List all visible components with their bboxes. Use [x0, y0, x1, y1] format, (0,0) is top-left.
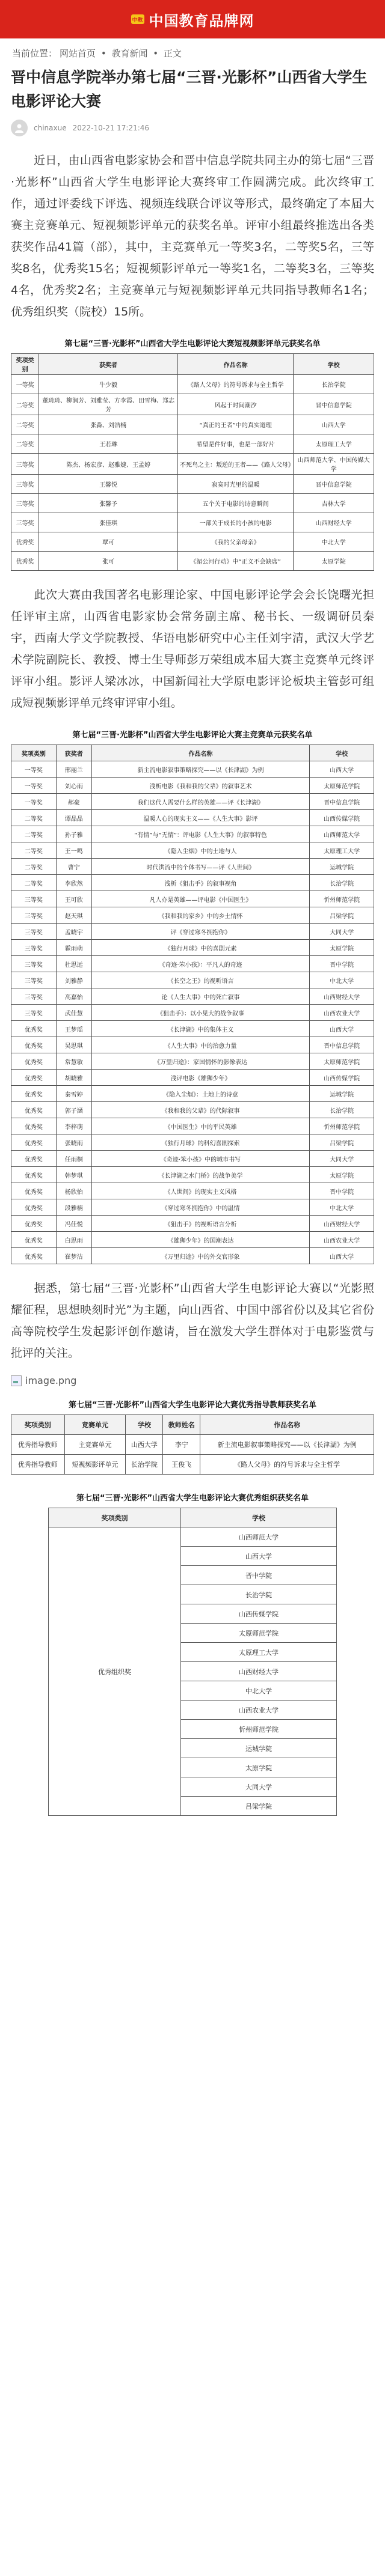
table-cell: 太原理工大学	[180, 1643, 336, 1662]
table-caption: 第七届“三晋·光影杯”山西省大学生电影评论大赛优秀指导教师获奖名单	[68, 1401, 317, 1410]
table-cell: 晋中信息学院	[310, 794, 374, 810]
table-cell: 新主流电影叙事策略探究——以《长津湖》为例	[200, 1435, 374, 1455]
table-cell: 太原学院	[294, 552, 374, 571]
table-cell: 二等奖	[11, 415, 39, 434]
table-cell: 时代洪流中的个体书写——评《人世间》	[91, 859, 310, 875]
table-cell: 山西财经大学	[310, 1216, 374, 1232]
table-cell: 吉林大学	[294, 494, 374, 513]
table-cell: 优秀指导教师	[11, 1435, 65, 1455]
table-cell: 太原理工大学	[310, 842, 374, 859]
table-cell: 三等奖	[11, 988, 57, 1005]
table-cell: 三等奖	[11, 972, 57, 988]
table-header-cell: 作品名称	[200, 1415, 374, 1435]
table-cell: 忻州师范学院	[310, 1118, 374, 1134]
table-row	[11, 924, 374, 940]
table-row	[11, 1199, 374, 1216]
table-header-cell: 奖项类别	[11, 745, 57, 761]
table-row	[11, 1005, 374, 1021]
table-cell: 优秀奖	[11, 1037, 57, 1053]
table-row	[11, 1167, 374, 1183]
table-header-cell: 教师姓名	[163, 1415, 200, 1435]
table-row	[11, 891, 374, 907]
table-cell: 李宁	[163, 1435, 200, 1455]
table-cell: 山西传媒学院	[180, 1604, 336, 1624]
table-cell: 山西传媒学院	[310, 810, 374, 826]
table-cell: 《奇迹·笨小孩》中的城市书写	[91, 1151, 310, 1167]
table-cell: 三等奖	[11, 475, 39, 494]
table-row	[11, 1053, 374, 1070]
table-cell: 优秀奖	[11, 552, 39, 571]
breadcrumb	[0, 38, 385, 63]
table-cell: 杜思远	[56, 956, 91, 972]
table-cell: 浅析《狙击手》的叙事视角	[91, 875, 310, 891]
table-cell: 李欣然	[56, 875, 91, 891]
table-cell: 优秀奖	[11, 1183, 57, 1199]
table-cell: 《独行月球》中的喜剧元素	[91, 940, 310, 956]
table-cell: 山西大学	[126, 1435, 163, 1455]
table-cell: 凡人亦是英雄——评电影《中国医生》	[91, 891, 310, 907]
table-cell: 王梦瑶	[56, 1021, 91, 1037]
table-cell: 太原师范学院	[310, 1053, 374, 1070]
table-cell: 浅评电影《雄狮少年》	[91, 1070, 310, 1086]
table-cell: 太原理工大学	[294, 434, 374, 454]
table-row	[11, 1435, 374, 1455]
table-cell: 山西传媒学院	[310, 1070, 374, 1086]
image-alt-text: image.png	[25, 1375, 77, 1386]
table-cell: 王馨悦	[39, 475, 178, 494]
table-cell: 五个关于电影的诗意瞬间	[178, 494, 294, 513]
table-cell: “有情”与“无情”：评电影《人生大事》的叙事特色	[91, 826, 310, 842]
table-cell: 董琦琦、柳润芳、刘雅莹、方李霞、田雪梅、郑志芳	[39, 394, 178, 415]
table-cell: 张馨予	[39, 494, 178, 513]
table-cell: 一等奖	[11, 794, 57, 810]
table-row	[11, 907, 374, 924]
table-cell: 新主流电影叙事策略探究——以《长津湖》为例	[91, 761, 310, 778]
table-row	[11, 1151, 374, 1167]
table-cell: 张淼、刘浩楠	[39, 415, 178, 434]
table-row	[11, 1455, 374, 1475]
logo-badge: 中教	[131, 14, 144, 24]
table-cell: 《我和我的家乡》中的乡土情怀	[91, 907, 310, 924]
table-cell: 王可欣	[56, 891, 91, 907]
article-date: 2022-10-21 17:21:46	[72, 124, 150, 132]
table-cell: 崔梦洁	[56, 1248, 91, 1264]
table-cell: 三等奖	[11, 907, 57, 924]
table-cell: 曹宁	[56, 859, 91, 875]
table-cell: 中北大学	[294, 532, 374, 552]
table-row	[11, 415, 374, 434]
table-cell: 山西大学	[310, 1021, 374, 1037]
table-cell: 大同大学	[310, 924, 374, 940]
table-cell: 山西大学	[310, 761, 374, 778]
table-cell: 山西大学	[180, 1547, 336, 1566]
table-cell: 二等奖	[11, 434, 39, 454]
table-cell: 三等奖	[11, 1005, 57, 1021]
table-header-cell: 奖项类别	[11, 1415, 65, 1435]
table-cell: 山西财经大学	[310, 988, 374, 1005]
breadcrumb-prefix: 当前位置：	[12, 48, 58, 59]
table-header-cell: 竞赛单元	[64, 1415, 126, 1435]
table-row	[11, 375, 374, 394]
table-cell: 武佳慧	[56, 1005, 91, 1021]
table-cell: 论《人生大事》中的死亡叙事	[91, 988, 310, 1005]
table-cell: 二等奖	[11, 859, 57, 875]
logo-text: 中国教育品牌网	[149, 12, 254, 29]
table-cell: 中北大学	[180, 1681, 336, 1701]
table-cell: 二等奖	[11, 875, 57, 891]
table-cell: 《长空之王》的视听语言	[91, 972, 310, 988]
table-cell: 吕梁学院	[180, 1797, 336, 1816]
table-cell: 短视频影评单元	[64, 1455, 126, 1475]
table-cell: 三等奖	[11, 924, 57, 940]
table-cell: 邢丽兰	[56, 761, 91, 778]
table-cell: 山西大学	[294, 415, 374, 434]
table-row	[11, 1232, 374, 1248]
table-cell: 三等奖	[11, 454, 39, 475]
table-row	[11, 826, 374, 842]
table-cell: 《人生大事》中的治愈力量	[91, 1037, 310, 1053]
table-row	[11, 956, 374, 972]
breadcrumb-news-link[interactable]: 教育新闻	[111, 48, 148, 59]
table-cell: 陈杰、杨宏彦、赵雅婕、王孟婷	[39, 454, 178, 475]
table-cell: 吴思琪	[56, 1037, 91, 1053]
table-row	[11, 810, 374, 826]
table-row	[11, 454, 374, 475]
table-cell: 我们这代人需要什么样的英雄——评《长津湖》	[91, 794, 310, 810]
site-logo[interactable]	[131, 9, 254, 30]
table-row	[11, 859, 374, 875]
table-cell: 《隐入尘烟》中的土地与人	[91, 842, 310, 859]
table-cell: 《万里归途》中的外交官形象	[91, 1248, 310, 1264]
table-cell: 温暖人心的现实主义——《人生大事》影评	[91, 810, 310, 826]
table-cell: 二等奖	[11, 826, 57, 842]
table-cell: 运城学院	[310, 1086, 374, 1102]
breadcrumb-current: 正文	[163, 48, 182, 59]
article-title: 晋中信息学院举办第七届“三晋·光影杯”山西省大学生电影评论大赛	[11, 69, 368, 110]
article-paragraph-1: 近日，由山西省电影家协会和晋中信息学院共同主办的第七届“三晋·光影杯”山西省大学生电影评论大赛终审工作圆满完成。此次终审工作，通过评委线下评选、视频连线联合评议等形式，最终确定了本届大赛主竞赛单元、短视频影评单元的获奖名单。评审小组最终推选出各类获奖作品41篇（部），其中，主竞赛单元一等奖3名，二等奖5名，三等奖8名，优秀奖15名；短视频影评单元一等奖1名，二等奖3名，三等奖4名，优秀奖2名；主竞赛单元与短视频影评单元共同指导教师名1名；优秀组织奖（院校）15所。	[11, 154, 374, 318]
table-cell: 牛少毅	[39, 375, 178, 394]
table-cell: 评《穿过寒冬拥抱你》	[91, 924, 310, 940]
user-icon	[14, 123, 25, 133]
table-header-cell: 奖项类别	[49, 1508, 181, 1527]
avatar	[11, 120, 28, 136]
table-cell: 郭子涵	[56, 1102, 91, 1118]
table-cell: 《长津湖》中的集体主义	[91, 1021, 310, 1037]
table-cell: 晋中信息学院	[294, 475, 374, 494]
table-row	[11, 394, 374, 415]
table-caption: 第七届“三晋·光影杯”山西省大学生电影评论大赛主竞赛单元获奖名单	[72, 731, 313, 740]
table-header-cell: 学校	[126, 1415, 163, 1435]
table-cell: 《雄狮少年》的国潮表达	[91, 1232, 310, 1248]
table-cell: 山西农业大学	[310, 1232, 374, 1248]
table-cell: 《我的父亲母亲》	[178, 532, 294, 552]
table-cell: 长治学院	[180, 1585, 336, 1604]
table-cell: 优秀组织奖	[49, 1527, 181, 1816]
table-cell: 胡晓雅	[56, 1070, 91, 1086]
table-cell: 《路人父母》的符号诉求与全主哲学	[178, 375, 294, 394]
table-cell: 忻州师范学院	[180, 1720, 336, 1739]
table-row	[11, 1248, 374, 1264]
table-cell: 常慧敏	[56, 1053, 91, 1070]
table-cell: 二等奖	[11, 394, 39, 415]
article-meta	[0, 120, 385, 145]
table-cell: 高嘉怡	[56, 988, 91, 1005]
table-cell: 《穿过寒冬拥抱你》中的温情	[91, 1199, 310, 1216]
table-header-cell: 学校	[180, 1508, 336, 1527]
table-cell: 《路人父母》的符号诉求与全主哲学	[200, 1455, 374, 1475]
table-cell: 一等奖	[11, 778, 57, 794]
table-cell: 太原学院	[310, 940, 374, 956]
table-cell: 长治学院	[310, 1102, 374, 1118]
table-cell: 三等奖	[11, 956, 57, 972]
table-cell: 吕梁学院	[310, 1134, 374, 1151]
table-cell: 《独行月球》的科幻喜剧探索	[91, 1134, 310, 1151]
article-paragraph-3: 据悉，第七届“三晋·光影杯”山西省大学生电影评论大赛以“光影照耀征程，思想映刻时光”为主题，向山西省、中国中部省份以及其它省份高等院校学生发起影评创作邀请，旨在激发大学生群体对于电影鉴赏与批评的关注。	[11, 1282, 374, 1360]
table-cell: 长治学院	[126, 1455, 163, 1475]
table-cell: 晋中学院	[180, 1566, 336, 1585]
table-cell: 优秀奖	[11, 1248, 57, 1264]
table-row	[11, 988, 374, 1005]
table-cell: 张可	[39, 552, 178, 571]
table-row	[11, 761, 374, 778]
table-cell: 浅析电影《我和我的父辈》的叙事艺术	[91, 778, 310, 794]
short-video-awards-table	[0, 333, 385, 571]
table-cell: 谭晶晶	[56, 810, 91, 826]
table-cell: 晋中信息学院	[310, 1037, 374, 1053]
table-cell: 太原师范学院	[310, 778, 374, 794]
table-header-cell: 学校	[294, 354, 374, 375]
table-row	[11, 842, 374, 859]
table-row	[49, 1527, 337, 1547]
table-cell: 《隐入尘烟》：土地上的诗意	[91, 1086, 310, 1102]
organization-awards-table	[0, 1488, 385, 1816]
table-cell: 王若琳	[39, 434, 178, 454]
image-placeholder	[0, 1375, 385, 1386]
table-cell: 优秀奖	[11, 1199, 57, 1216]
table-header-cell: 学校	[310, 745, 374, 761]
table-row	[11, 552, 374, 571]
table-cell: 优秀奖	[11, 1167, 57, 1183]
table-cell: 优秀奖	[11, 1102, 57, 1118]
table-cell: 中北大学	[310, 972, 374, 988]
table-cell: 优秀奖	[11, 1021, 57, 1037]
table-cell: 太原学院	[310, 1167, 374, 1183]
table-cell: 张佳琪	[39, 513, 178, 532]
table-row	[11, 434, 374, 454]
table-cell: 《万里归途》：家国情怀的影像表达	[91, 1053, 310, 1070]
table-cell: 《湄公河行动》中“正义不会缺席”	[178, 552, 294, 571]
table-cell: 山西师范大学	[180, 1527, 336, 1547]
table-cell: 杨欣怡	[56, 1183, 91, 1199]
table-cell: 主竞赛单元	[64, 1435, 126, 1455]
table-cell: 优秀指导教师	[11, 1455, 65, 1475]
table-cell: 中北大学	[310, 1199, 374, 1216]
teacher-awards-table	[0, 1395, 385, 1475]
table-cell: 风起于时间潮汐	[178, 394, 294, 415]
table-cell: 优秀奖	[11, 1134, 57, 1151]
table-cell: 《长津湖之水门桥》的战争美学	[91, 1167, 310, 1183]
table-cell: 晋中学院	[310, 956, 374, 972]
table-row	[11, 972, 374, 988]
table-cell: 王俊飞	[163, 1455, 200, 1475]
table-cell: 郝豪	[56, 794, 91, 810]
table-cell: 一部关于成长的小孩的电影	[178, 513, 294, 532]
table-cell: 运城学院	[180, 1739, 336, 1758]
table-header-cell: 作品名称	[178, 354, 294, 375]
table-cell: 一等奖	[11, 375, 39, 394]
table-cell: 覃可	[39, 532, 178, 552]
table-caption: 第七届“三晋·光影杯”山西省大学生电影评论大赛优秀组织获奖名单	[76, 1494, 309, 1503]
table-cell: 优秀奖	[11, 1053, 57, 1070]
table-cell: 一等奖	[11, 761, 57, 778]
table-row	[11, 1118, 374, 1134]
table-row	[11, 532, 374, 552]
table-cell: 太原师范学院	[180, 1624, 336, 1643]
table-cell: 山西师范大学、中国传媒大学	[294, 454, 374, 475]
table-cell: 《中国医生》中的平民英雄	[91, 1118, 310, 1134]
table-cell: 优秀奖	[11, 1118, 57, 1134]
table-cell: 优秀奖	[11, 1151, 57, 1167]
table-row	[11, 1102, 374, 1118]
table-cell: 霍雨萌	[56, 940, 91, 956]
table-cell: 二等奖	[11, 842, 57, 859]
table-cell: 优秀奖	[11, 1086, 57, 1102]
table-cell: 优秀奖	[11, 1216, 57, 1232]
table-cell: 晋中信息学院	[294, 394, 374, 415]
table-cell: 山西财经大学	[294, 513, 374, 532]
table-caption: 第七届“三晋·光影杯”山西省大学生电影评论大赛短视频影评单元获奖名单	[64, 340, 321, 349]
table-cell: 太原学院	[180, 1758, 336, 1777]
table-row	[11, 513, 374, 532]
table-cell: 《狙击手》的视听语言分析	[91, 1216, 310, 1232]
table-cell: 秦雪婷	[56, 1086, 91, 1102]
table-cell: 王一鸣	[56, 842, 91, 859]
table-cell: 二等奖	[11, 810, 57, 826]
table-cell: 山西师范大学	[310, 826, 374, 842]
breadcrumb-separator: •	[153, 48, 159, 59]
table-cell: 长治学院	[310, 875, 374, 891]
table-cell: “真正的王者”中的真实道理	[178, 415, 294, 434]
table-row	[11, 494, 374, 513]
table-cell: 长治学院	[294, 375, 374, 394]
table-cell: 韩梦琪	[56, 1167, 91, 1183]
table-header-cell: 获奖者	[39, 354, 178, 375]
table-header-cell: 作品名称	[91, 745, 310, 761]
table-cell: 段雅楠	[56, 1199, 91, 1216]
table-cell: 大同大学	[310, 1151, 374, 1167]
table-cell: 刘雅静	[56, 972, 91, 988]
table-cell: 《奇迹·笨小孩》：平凡人的奇迹	[91, 956, 310, 972]
article-paragraph-2: 此次大赛由我国著名电影理论家、中国电影评论学会会长饶曙光担任评审主席，山西省电影家协会常务副主席、秘书长、一级调研员秦宇，西南大学文学院教授、华语电影研究中心主任刘宇清，武汉大学艺术学院副院长、教授、博士生导师彭万荣组成本届大赛主竞赛单元终评评审小组。影评人梁冰冰，中国新闻社大学原电影评论板块主管彭可组成短视频影评单元终审评审小组。	[11, 588, 374, 710]
top-bar	[0, 0, 385, 38]
table-cell: 李梓萌	[56, 1118, 91, 1134]
table-cell: 优秀奖	[11, 1232, 57, 1248]
table-row	[11, 1086, 374, 1102]
table-cell: 晋中学院	[310, 1183, 374, 1199]
article-author: chinaxue	[34, 124, 67, 132]
table-cell: 吕梁学院	[310, 907, 374, 924]
table-cell: 任雨桐	[56, 1151, 91, 1167]
table-cell: 三等奖	[11, 494, 39, 513]
table-cell: 优秀奖	[11, 1070, 57, 1086]
table-cell: 寂寞时光里的温暖	[178, 475, 294, 494]
table-cell: 山西财经大学	[180, 1662, 336, 1681]
table-cell: 优秀奖	[11, 532, 39, 552]
table-cell: 赵天琪	[56, 907, 91, 924]
table-cell: 三等奖	[11, 940, 57, 956]
table-row	[11, 475, 374, 494]
table-row	[11, 1021, 374, 1037]
table-cell: 三等奖	[11, 891, 57, 907]
table-cell: 冯佳悦	[56, 1216, 91, 1232]
breadcrumb-home-link[interactable]: 网站首页	[60, 48, 96, 59]
table-row	[11, 1183, 374, 1199]
table-cell: 三等奖	[11, 513, 39, 532]
table-row	[11, 794, 374, 810]
broken-image-icon	[11, 1375, 22, 1386]
table-row	[11, 1216, 374, 1232]
main-competition-awards-table	[0, 725, 385, 1264]
table-cell: 孙子雅	[56, 826, 91, 842]
table-row	[11, 1070, 374, 1086]
table-cell: 山西大学	[310, 1248, 374, 1264]
table-cell: 《狙击手》：以小见大的战争叙事	[91, 1005, 310, 1021]
table-cell: 白思雨	[56, 1232, 91, 1248]
table-header-cell: 获奖者	[56, 745, 91, 761]
table-cell: 忻州师范学院	[310, 891, 374, 907]
table-row	[11, 940, 374, 956]
table-cell: 《人世间》的现实主义风格	[91, 1183, 310, 1199]
table-header-cell: 奖项类别	[11, 354, 39, 375]
table-row	[11, 1037, 374, 1053]
table-cell: 刘心雨	[56, 778, 91, 794]
table-cell: 希望是件好事，也是一部好片	[178, 434, 294, 454]
table-row	[11, 778, 374, 794]
table-cell: 张晓雨	[56, 1134, 91, 1151]
table-row	[11, 875, 374, 891]
table-cell: 山西农业大学	[180, 1701, 336, 1720]
table-cell: 《我和我的父辈》的代际叙事	[91, 1102, 310, 1118]
table-cell: 孟晓宇	[56, 924, 91, 940]
table-cell: 山西农业大学	[310, 1005, 374, 1021]
table-cell: 不死鸟之主：叛逆的王者——《路人父母》	[178, 454, 294, 475]
breadcrumb-separator: •	[100, 48, 106, 59]
table-cell: 大同大学	[180, 1777, 336, 1797]
table-cell: 运城学院	[310, 859, 374, 875]
table-row	[11, 1134, 374, 1151]
